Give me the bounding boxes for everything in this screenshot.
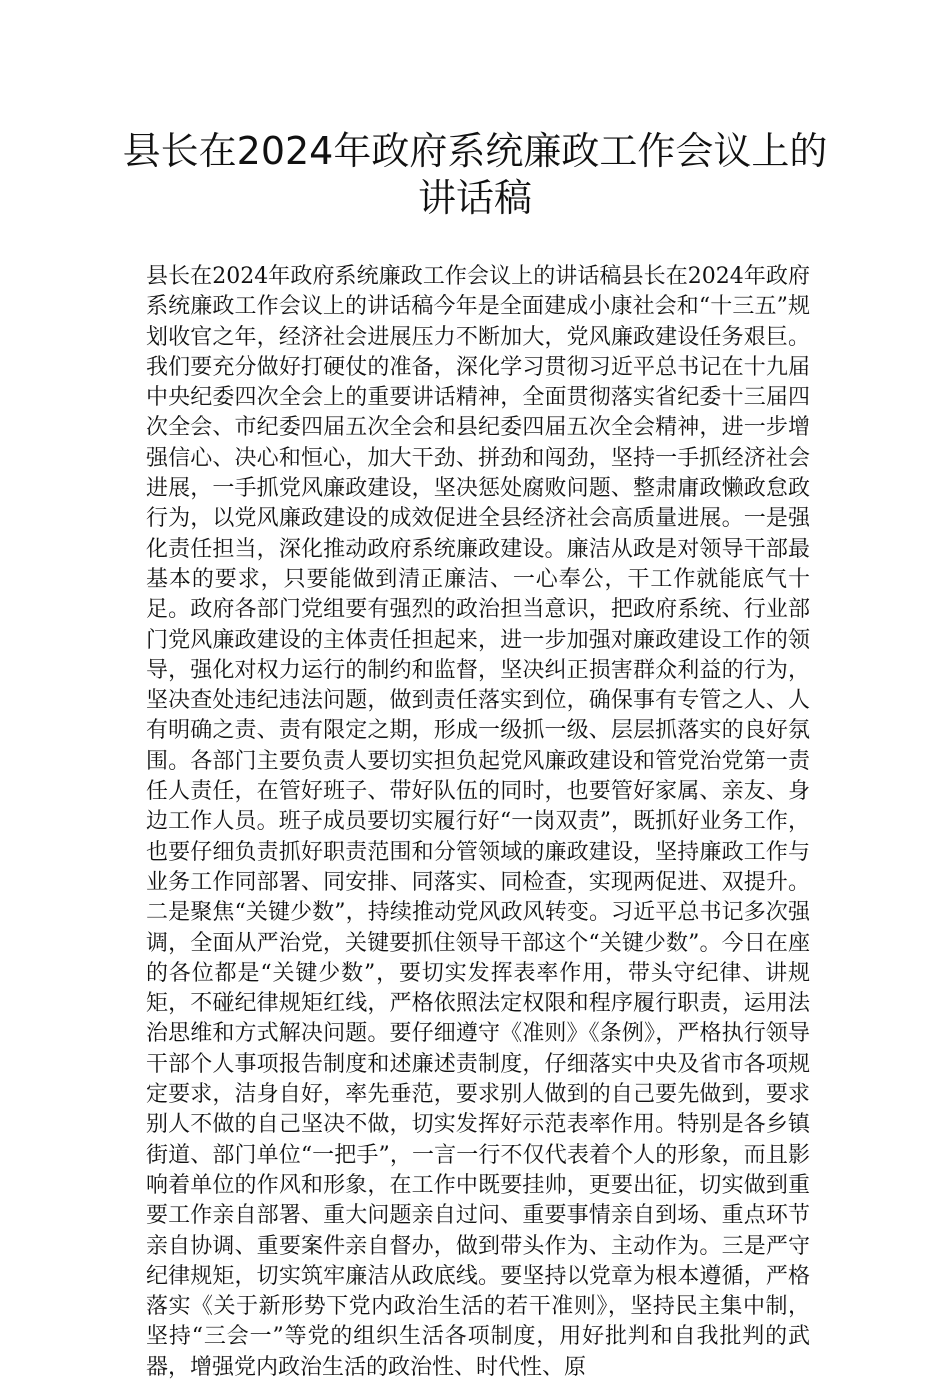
document-title: 县长在2024年政府系统廉政工作会议上的讲话稿 [122,129,828,220]
document-body-text: 县长在2024年政府系统廉政工作会议上的讲话稿县长在2024年政府系统廉政工作会议上的讲话稿今年是全面建成小康社会和“十三五”规划收官之年，经济社会进展压力不断加大，党风廉政建设任务艰巨。我们要充分做好打硬仗的准备，深化学习贯彻习近平总书记在十九届中央纪委四次全会上的重要讲话精神，全面贯彻落实省纪委十三届四次全会、市纪委四届五次全会和县纪委四届五次全会精神，进一步增强信心、决心和恒心，加大干劲、拼劲和闯劲，坚持一手抓经济社会进展，一手抓党风廉政建设，坚决惩处腐败问题、整肃庸政懒政怠政行为，以党风廉政建设的成效促进全县经济社会高质量进展。一是强化责任担当，深化推动政府系统廉政建设。廉洁从政是对领导干部最基本的要求，只要能做到清正廉洁、一心奉公，干工作就能底气十足。政府各部门党组要有强烈的政治担当意识，把政府系统、行业部门党风廉政建设的主体责任担起来，进一步加强对廉政建设工作的领导，强化对权力运行的制约和监督，坚决纠正损害群众利益的行为，坚决查处违纪违法问题，做到责任落实到位，确保事有专管之人、人有明确之责、责有限定之期，形成一级抓一级、层层抓落实的良好氛围。各部门主要负责人要切实担负起党风廉政建设和管党治党第一责任人责任，在管好班子、带好队伍的同时，也要管好家属、亲友、身边工作人员。班子成员要切实履行好“一岗双责”，既抓好业务工作，也要仔细负责抓好职责范围和分管领域的廉政建设，坚持廉政工作与业务工作同部署、同安排、同落实、同检查，实现两促进、双提升。二是聚焦“关键少数”，持续推动党风政风转变。习近平总书记多次强调，全面从严治党，关键要抓住领导干部这个“关键少数”。今日在座的各位都是“关键少数”，要切实发挥表率作用，带头守纪律、讲规矩，不碰纪律规矩红线，严格依照法定权限和程序履行职责，运用法治思维和方式解决问题。要仔细遵守《准则》《条例》，严格执行领导干部个人事项报告制度和述廉述责制度，仔细落实中央及省市各项规定要求，洁身自好，率先垂范，要求别人做到的自己要先做到，要求别人不做的自己坚决不做，切实发挥好示范表率作用。特别是各乡镇街道、部门单位“一把手”，一言一行不仅代表着个人的形象，而且影响着单位的作风和形象，在工作中既要挂帅，更要出征，切实做到重要工作亲自部署、重大问题亲自过问、重要事情亲自到场、重点环节亲自协调、重要案件亲自督办，做到带头作为、主动作为。三是严守纪律规矩，切实筑牢廉洁从政底线。要坚持以党章为根本遵循，严格落实《关于新形势下党内政治生活的若干准则》，坚持民主集中制，坚持“三会一”等党的组织生活各项制度，用好批判和自我批判的武器，增强党内政治生活的政治性、时代性、原 [146,264,810,1380]
